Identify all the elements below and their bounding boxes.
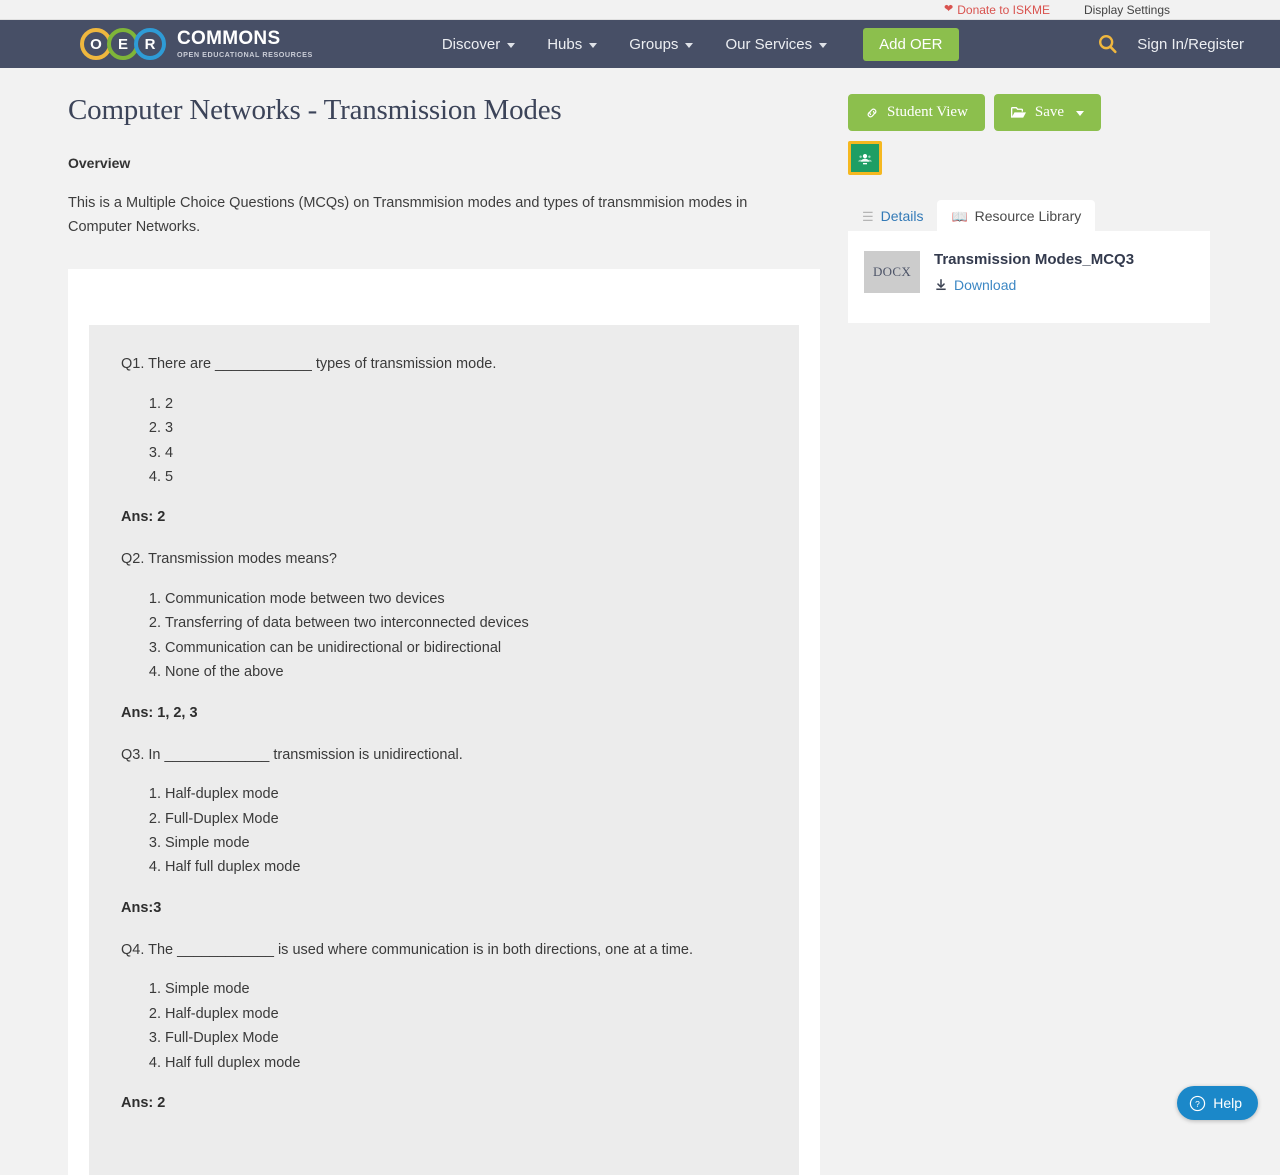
option-item: 3. 4 [165, 441, 777, 465]
option-item: 4. Half full duplex mode [165, 855, 777, 879]
nav-item-label: Groups [629, 35, 679, 53]
download-icon [934, 278, 948, 292]
resource-details [934, 251, 1134, 297]
question-answer: Ans: 2 [121, 1094, 166, 1111]
logo-ring-o: O [80, 28, 112, 60]
folder-open-icon [1011, 106, 1027, 120]
question-answer: Ans: 2 [121, 509, 166, 526]
question-options [121, 977, 777, 1074]
donate-label: Donate to ISKME [957, 2, 1050, 17]
nav-item-our-services[interactable] [709, 36, 843, 53]
sign-in-register-link[interactable]: Sign In/Register [1137, 35, 1244, 53]
display-settings-link[interactable] [1084, 4, 1170, 16]
main-navigation [426, 28, 959, 61]
search-icon [1097, 33, 1119, 55]
chevron-down-icon [589, 43, 597, 48]
nav-item-label: Discover [441, 35, 501, 53]
tab-details[interactable] [848, 200, 937, 231]
header-right-actions [1079, 33, 1268, 55]
logo-ring-e: E [107, 28, 139, 60]
chevron-down-icon [685, 43, 693, 48]
chevron-down-icon [507, 43, 515, 48]
logo-rings [80, 28, 161, 60]
question-prompt: Q2. Transmission modes means? [121, 551, 337, 568]
option-item: 2. Half-duplex mode [165, 1002, 777, 1026]
help-widget-label: Help [1213, 1095, 1242, 1111]
question-prompt: Q4. The ____________ is used where communication is in both directions, one at a time. [121, 941, 694, 958]
add-oer-button[interactable]: Add OER [863, 28, 958, 61]
document-preview-body [89, 325, 799, 1175]
option-item: 3. Communication can be unidirectional or bidirectional [165, 636, 777, 660]
sidebar-column [848, 94, 1210, 323]
utility-bar [0, 0, 1280, 20]
main-content-column [68, 94, 820, 1175]
resource-list-item [864, 251, 1188, 297]
book-icon: 📖 [951, 208, 968, 224]
question-options [121, 782, 777, 879]
logo-commons-text: COMMONS [177, 28, 281, 50]
nav-item-label: Hubs [547, 35, 583, 53]
option-item: 4. 5 [165, 465, 777, 489]
nav-item-label: Our Services [725, 35, 813, 53]
tab-label: Details [880, 208, 924, 225]
download-link[interactable] [934, 277, 1016, 293]
question-answer: Ans: 1, 2, 3 [121, 704, 198, 721]
save-label: Save [1034, 104, 1065, 120]
option-item: 3. Full-Duplex Mode [165, 1026, 777, 1050]
document-preview-card [68, 269, 820, 1175]
link-icon [865, 106, 879, 120]
google-classroom-share-button[interactable] [848, 141, 882, 175]
save-button[interactable] [994, 94, 1101, 131]
file-type-thumbnail: DOCX [864, 251, 920, 293]
svg-text:?: ? [1195, 1098, 1201, 1109]
tab-resource-library[interactable] [937, 200, 1095, 231]
question-circle-icon [1189, 1095, 1206, 1112]
option-item: 1. Half-duplex mode [165, 782, 777, 806]
question-answer: Ans:3 [121, 899, 162, 916]
tab-label: Resource Library [974, 208, 1082, 225]
option-item: 1. Communication mode between two devices [165, 587, 777, 611]
option-item: 4. None of the above [165, 660, 777, 684]
download-label: Download [954, 277, 1017, 294]
student-view-button[interactable] [848, 94, 985, 131]
display-settings-label: Display Settings [1083, 2, 1170, 17]
sidebar-tabs [848, 195, 1210, 231]
search-button[interactable] [1079, 33, 1137, 55]
logo-tagline-text: OPEN EDUCATIONAL RESOURCES [177, 50, 313, 60]
question-block [89, 745, 799, 916]
chevron-down-icon [819, 43, 827, 48]
overview-heading: Overview [68, 155, 131, 171]
chevron-down-icon [1076, 111, 1084, 116]
question-block [89, 940, 799, 1111]
option-item: 2. Transferring of data between two interconnected devices [165, 611, 777, 635]
question-block [89, 354, 799, 525]
question-options [121, 587, 777, 684]
site-header [0, 20, 1280, 68]
resource-library-panel [848, 231, 1210, 323]
help-widget-button[interactable] [1177, 1086, 1258, 1120]
nav-item-hubs[interactable] [531, 36, 613, 53]
list-icon: ☰ [862, 208, 874, 224]
overview-description: This is a Multiple Choice Questions (MCQs) on Transmmision modes and types of transmmision modes in Computer Networks. [68, 195, 748, 236]
google-classroom-icon [854, 147, 876, 169]
option-item: 4. Half full duplex mode [165, 1051, 777, 1075]
option-item: 3. Simple mode [165, 831, 777, 855]
question-block [89, 549, 799, 720]
logo-wordmark [177, 29, 313, 58]
student-view-label: Student View [887, 104, 968, 120]
option-item: 2. Full-Duplex Mode [165, 807, 777, 831]
heart-icon: ❤ [944, 3, 954, 15]
option-item: 1. 2 [165, 392, 777, 416]
question-options [121, 392, 777, 489]
nav-item-discover[interactable] [426, 36, 531, 53]
page-title: Computer Networks - Transmission Modes [68, 94, 562, 126]
page-body [0, 68, 1280, 1175]
resource-title: Transmission Modes_MCQ3 [934, 251, 1135, 269]
site-logo[interactable] [80, 28, 313, 60]
logo-ring-r: R [134, 28, 166, 60]
sidebar-action-row [848, 94, 1210, 131]
nav-item-groups[interactable] [613, 36, 709, 53]
option-item: 1. Simple mode [165, 977, 777, 1001]
option-item: 2. 3 [165, 416, 777, 440]
donate-link[interactable] [944, 4, 1050, 16]
question-prompt: Q1. There are ____________ types of transmission mode. [121, 356, 497, 373]
question-prompt: Q3. In _____________ transmission is unidirectional. [121, 746, 463, 763]
